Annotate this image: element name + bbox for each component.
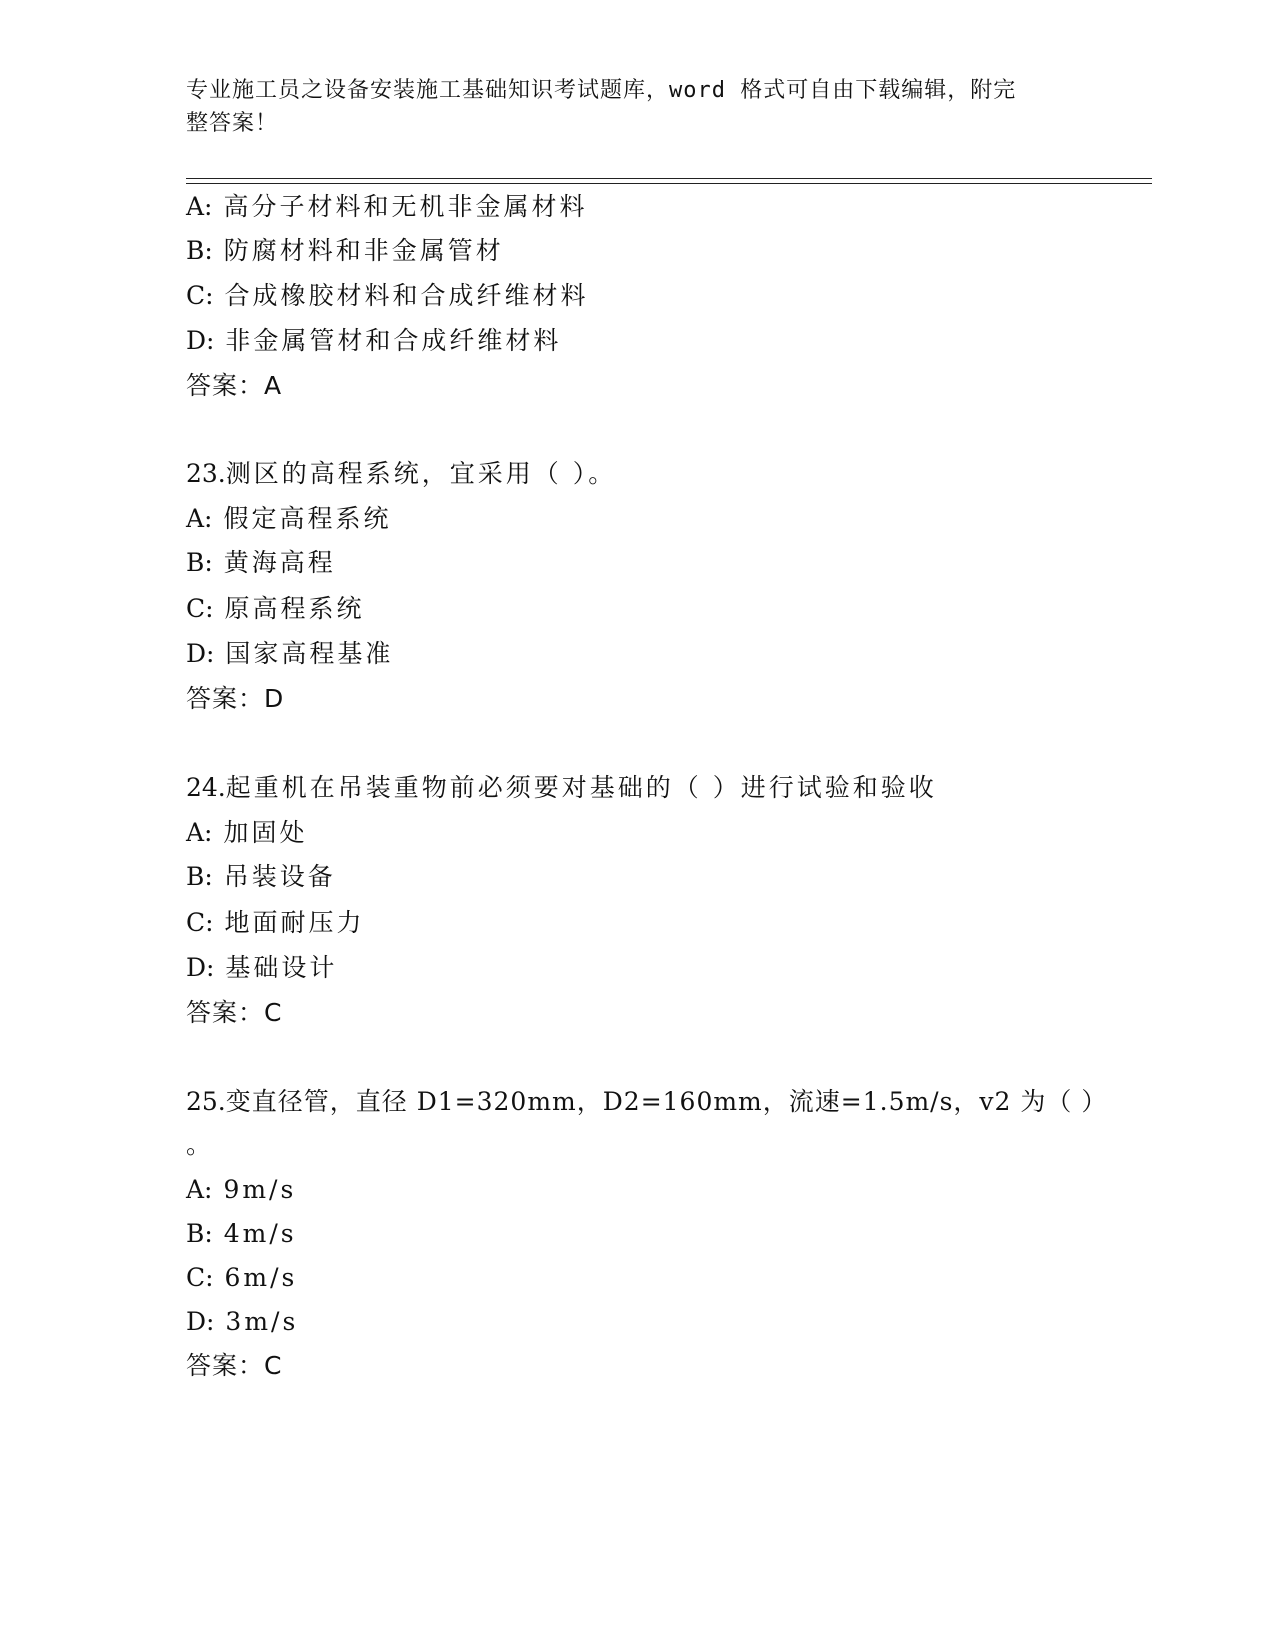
option-letter: B:: [186, 548, 213, 577]
q25-stem-continuation: 。: [186, 1130, 215, 1159]
q25-stem: [186, 1087, 1107, 1117]
header-divider-bottom: [186, 183, 1152, 184]
option-letter: A:: [186, 192, 213, 221]
option-letter: C:: [186, 594, 214, 623]
option-text: 地面耐压力: [224, 908, 365, 937]
question-text: 起重机在吊装重物前必须要对基础的（ ）进行试验和验收: [225, 773, 937, 802]
option-text: 基础设计: [225, 953, 338, 982]
option-letter: C:: [186, 281, 214, 310]
q23-stem: [186, 459, 616, 489]
option-text: 国家高程基准: [225, 639, 394, 668]
q24-option-c: [186, 908, 365, 938]
option-text: 假定高程系统: [223, 504, 392, 533]
q22-answer: 答案：A: [186, 371, 283, 400]
option-letter: B:: [186, 236, 213, 265]
q22-option-d: [186, 326, 561, 356]
q22-option-a: [186, 192, 587, 222]
option-text: 6m/s: [224, 1263, 298, 1292]
q23-option-c: [186, 594, 365, 624]
option-text: 防腐材料和非金属管材: [223, 236, 504, 265]
q23-option-b: [186, 548, 336, 578]
q25-option-d: [186, 1307, 298, 1337]
q24-option-a: [186, 818, 307, 848]
option-text: 加固处: [223, 818, 308, 847]
q22-option-b: [186, 236, 504, 266]
q23-answer: 答案：D: [186, 684, 285, 713]
option-text: 3m/s: [225, 1307, 299, 1336]
option-letter: C:: [186, 1263, 214, 1292]
option-text: 黄海高程: [223, 548, 336, 577]
header-divider-top: [186, 178, 1152, 179]
q23-option-a: [186, 504, 391, 534]
option-letter: A:: [186, 818, 213, 847]
q24-answer: 答案：C: [186, 998, 283, 1027]
option-text: 非金属管材和合成纤维材料: [225, 326, 562, 355]
option-text: 原高程系统: [224, 594, 365, 623]
option-letter: B:: [186, 1219, 213, 1248]
question-number: 25.: [186, 1087, 226, 1116]
option-letter: C:: [186, 908, 214, 937]
option-letter: A:: [186, 504, 213, 533]
q25-option-c: [186, 1263, 297, 1293]
q24-stem: [186, 773, 937, 803]
question-text: 测区的高程系统，宜采用（ ）。: [225, 459, 617, 488]
q24-option-b: [186, 862, 336, 892]
header-title-line-2: 整答案！: [186, 111, 279, 136]
option-letter: A:: [186, 1175, 213, 1204]
option-text: 合成橡胶材料和合成纤维材料: [224, 281, 589, 310]
question-number: 23.: [186, 459, 226, 488]
header-title-line-1: 专业施工员之设备安装施工基础知识考试题库，word 格式可自由下载编辑，附完: [186, 78, 1017, 103]
option-text: 9m/s: [223, 1175, 297, 1204]
q25-option-a: [186, 1175, 296, 1205]
q23-option-d: [186, 639, 393, 669]
option-letter: D:: [186, 639, 215, 668]
question-number: 24.: [186, 773, 226, 802]
q25-answer: 答案：C: [186, 1351, 283, 1380]
q25-option-b: [186, 1219, 297, 1249]
option-letter: D:: [186, 326, 215, 355]
document-header: [186, 74, 1066, 140]
q22-option-c: [186, 281, 589, 311]
option-text: 吊装设备: [223, 862, 336, 891]
question-text: 变直径管，直径 D1=320mm，D2=160mm，流速=1.5m/s，v2 为（ ）: [225, 1087, 1108, 1116]
option-letter: B:: [186, 862, 213, 891]
option-letter: D:: [186, 953, 215, 982]
option-letter: D:: [186, 1307, 215, 1336]
q24-option-d: [186, 953, 337, 983]
option-text: 4m/s: [223, 1219, 297, 1248]
option-text: 高分子材料和无机非金属材料: [223, 192, 588, 221]
